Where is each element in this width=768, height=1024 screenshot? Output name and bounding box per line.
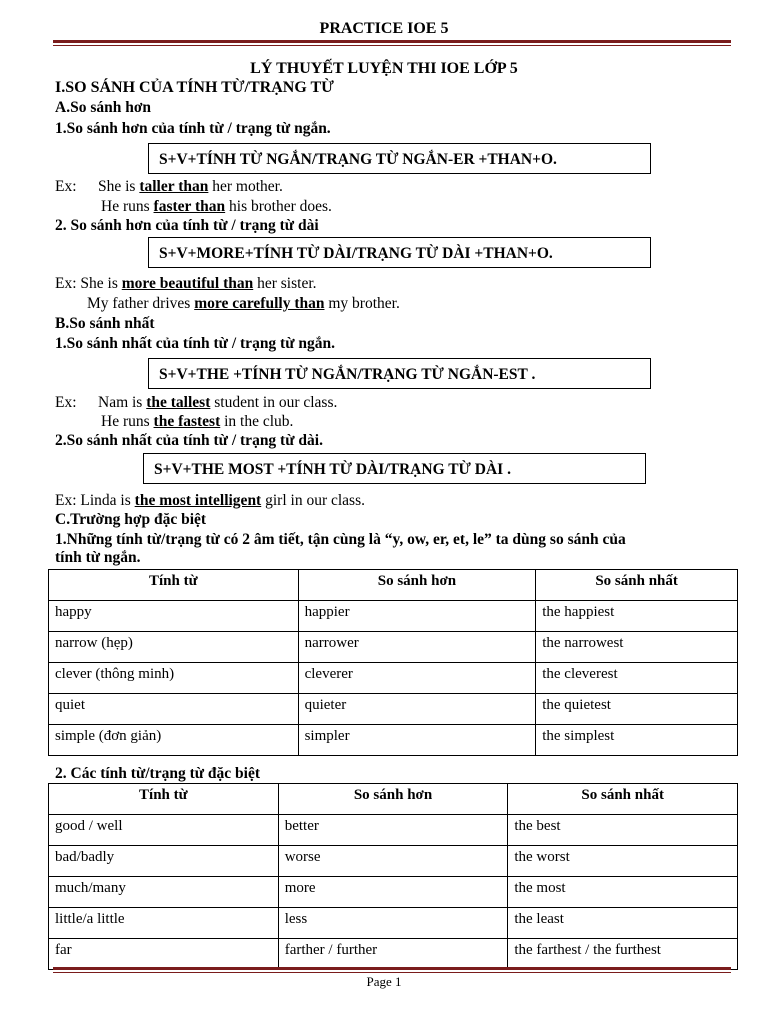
example-line [101, 198, 332, 216]
example-text: her mother. [208, 178, 283, 195]
table-cell: the happiest [536, 601, 738, 632]
heading-a1: 1.So sánh hơn của tính từ / trạng từ ngắn. [55, 120, 331, 137]
example-text: She is [98, 178, 140, 195]
column-header: So sánh nhất [508, 784, 738, 815]
comparison-table-regular [48, 569, 738, 756]
table-cell: bad/badly [49, 846, 279, 877]
example-line [55, 275, 317, 293]
subsection-heading-a: A.So sánh hơn [55, 99, 152, 116]
heading-c1-line1: 1.Những tính từ/trạng từ có 2 âm tiết, tận cùng là “y, ow, er, et, le” ta dùng so sánh của [55, 531, 626, 548]
table-row [49, 663, 738, 694]
table-cell: cleverer [298, 663, 536, 694]
section-heading: I.SO SÁNH CỦA TÍNH TỪ/TRẠNG TỪ [55, 79, 334, 96]
table-row [49, 846, 738, 877]
example-text: student in our class. [210, 394, 338, 411]
example-text: He runs [101, 413, 154, 430]
formula-box-1: S+V+TÍNH TỪ NGẮN/TRẠNG TỪ NGẮN-ER +THAN+O. [148, 143, 651, 174]
table-row [49, 632, 738, 663]
page-header: PRACTICE IOE 5 [319, 20, 449, 37]
example-highlight: faster than [153, 198, 226, 215]
table-cell: the worst [508, 846, 738, 877]
example-text: girl in our class. [261, 492, 365, 509]
example-label: Ex: [55, 178, 77, 195]
example-text: Ex: She is [55, 275, 122, 292]
table-cell: the least [508, 908, 738, 939]
column-header: So sánh hơn [278, 784, 508, 815]
table-cell: simpler [298, 725, 536, 756]
example-highlight: the fastest [153, 413, 221, 430]
column-header: Tính từ [49, 784, 279, 815]
table-cell: far [49, 939, 279, 970]
heading-b2: 2.So sánh nhất của tính từ / trạng từ dài. [55, 432, 323, 449]
table-cell: the farthest / the furthest [508, 939, 738, 970]
example-text: He runs [101, 198, 154, 215]
example-text: her sister. [253, 275, 317, 292]
table-cell: farther / further [278, 939, 508, 970]
example-line [98, 394, 337, 412]
example-text: Nam is [98, 394, 147, 411]
comparison-table-irregular [48, 783, 738, 970]
page-number: Page 1 [366, 974, 402, 989]
column-header: So sánh nhất [536, 570, 738, 601]
example-highlight: more carefully than [194, 295, 325, 312]
header-rule-thin [53, 45, 731, 46]
table-cell: less [278, 908, 508, 939]
example-text: My father drives [87, 295, 195, 312]
table-cell: the best [508, 815, 738, 846]
table-cell: happy [49, 601, 299, 632]
table-cell: much/many [49, 877, 279, 908]
table-cell: the narrowest [536, 632, 738, 663]
example-line [101, 413, 293, 431]
subsection-heading-c: C.Trường hợp đặc biệt [55, 511, 207, 528]
footer-rule-thin [53, 972, 731, 973]
table-cell: simple (đơn giản) [49, 725, 299, 756]
example-line [87, 295, 400, 313]
example-line [55, 492, 365, 510]
heading-b1: 1.So sánh nhất của tính từ / trạng từ ngắn. [55, 335, 336, 352]
table-cell: narrower [298, 632, 536, 663]
table-cell: quieter [298, 694, 536, 725]
table-cell: clever (thông minh) [49, 663, 299, 694]
example-highlight: the tallest [146, 394, 211, 411]
heading-c2: 2. Các tính từ/trạng từ đặc biệt [55, 765, 261, 782]
table-row [49, 815, 738, 846]
table-cell: the quietest [536, 694, 738, 725]
heading-c1-line2: tính từ ngắn. [55, 549, 141, 566]
example-highlight: the most intelligent [134, 492, 262, 509]
footer-rule [53, 967, 731, 970]
table-row [49, 939, 738, 970]
table-cell: worse [278, 846, 508, 877]
table-cell: the most [508, 877, 738, 908]
table-header-row [49, 784, 738, 815]
table-cell: the cleverest [536, 663, 738, 694]
formula-box-4: S+V+THE MOST +TÍNH TỪ DÀI/TRẠNG TỪ DÀI . [143, 453, 646, 484]
example-text: Ex: Linda is [55, 492, 135, 509]
formula-box-2: S+V+MORE+TÍNH TỪ DÀI/TRẠNG TỪ DÀI +THAN+O. [148, 237, 651, 268]
table-row [49, 694, 738, 725]
column-header: Tính từ [49, 570, 299, 601]
table-header-row [49, 570, 738, 601]
example-text: my brother. [324, 295, 400, 312]
table-cell: better [278, 815, 508, 846]
table-cell: more [278, 877, 508, 908]
subsection-heading-b: B.So sánh nhất [55, 315, 155, 332]
example-label: Ex: [55, 394, 77, 411]
column-header: So sánh hơn [298, 570, 536, 601]
table-row [49, 601, 738, 632]
table-row [49, 725, 738, 756]
formula-box-3: S+V+THE +TÍNH TỪ NGẮN/TRẠNG TỪ NGẮN-EST . [148, 358, 651, 389]
table-row [49, 908, 738, 939]
table-cell: happier [298, 601, 536, 632]
example-line [98, 178, 283, 196]
table-cell: narrow (hẹp) [49, 632, 299, 663]
example-text: in the club. [220, 413, 294, 430]
table-cell: good / well [49, 815, 279, 846]
header-rule [53, 40, 731, 43]
example-highlight: more beautiful than [121, 275, 254, 292]
example-highlight: taller than [139, 178, 209, 195]
table-cell: little/a little [49, 908, 279, 939]
example-text: his brother does. [225, 198, 332, 215]
table-cell: the simplest [536, 725, 738, 756]
heading-a2: 2. So sánh hơn của tính từ / trạng từ dài [55, 217, 319, 234]
table-row [49, 877, 738, 908]
table-cell: quiet [49, 694, 299, 725]
page-title: LÝ THUYẾT LUYỆN THI IOE LỚP 5 [250, 60, 518, 77]
